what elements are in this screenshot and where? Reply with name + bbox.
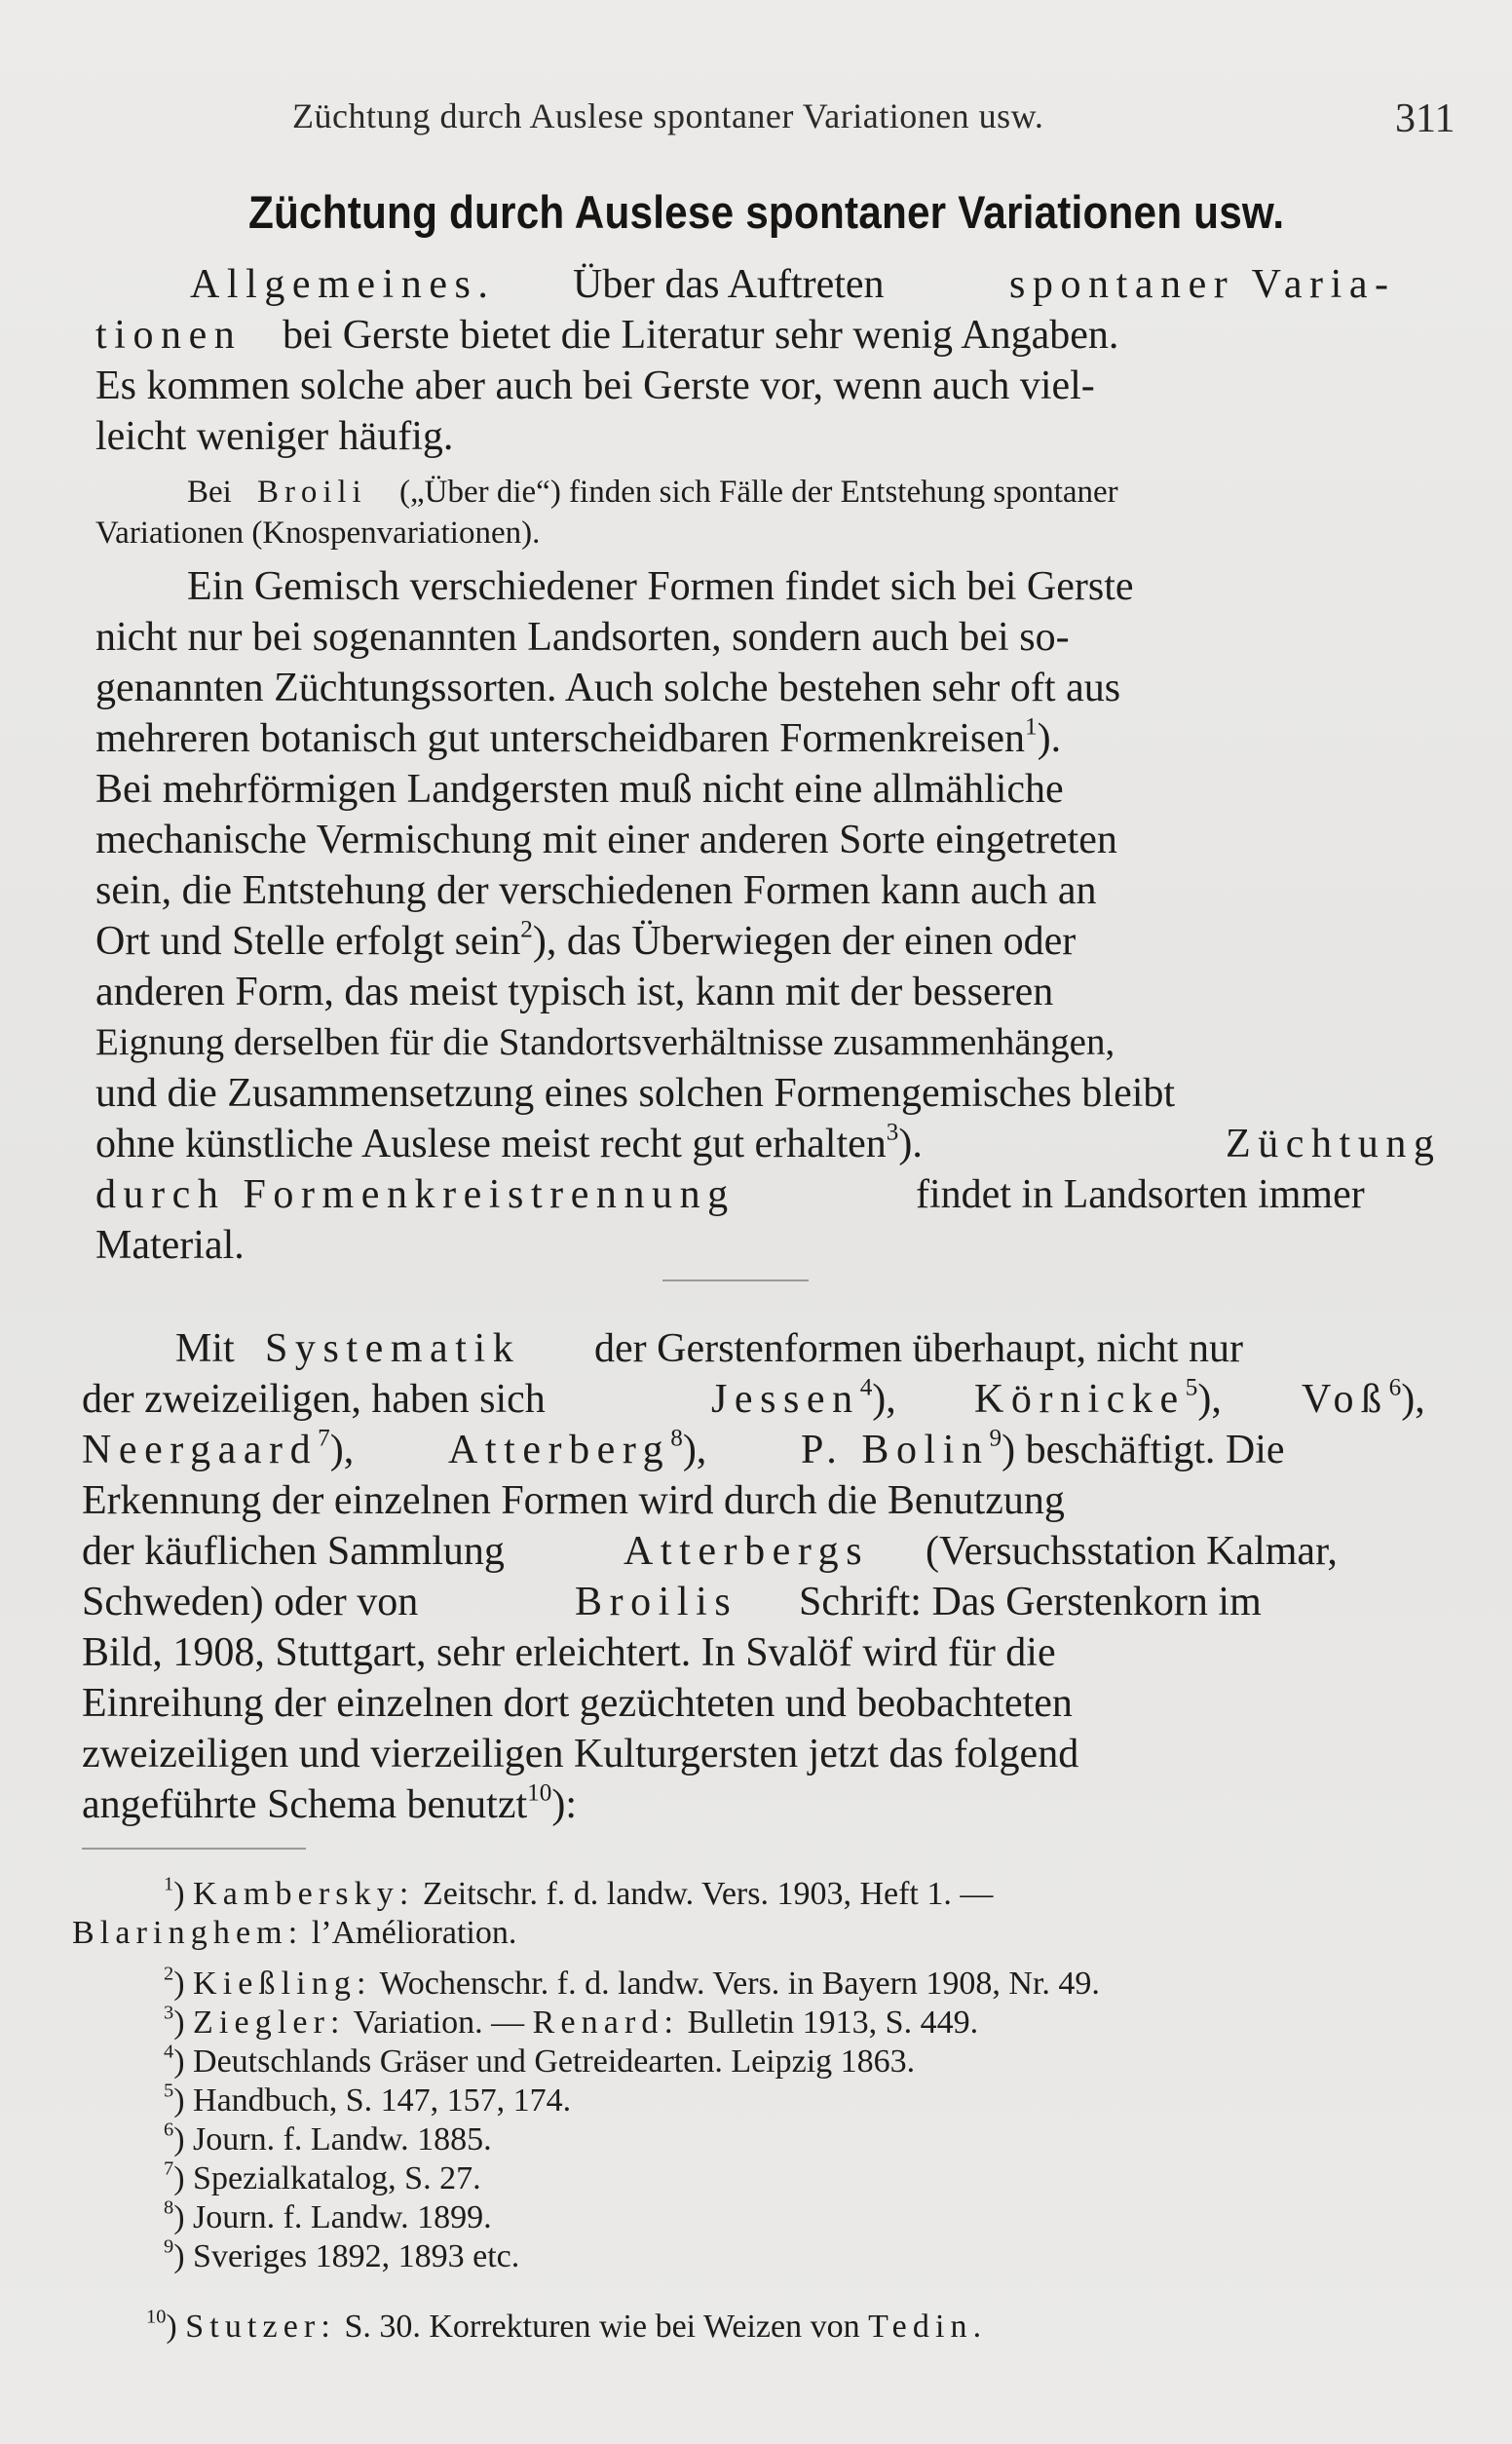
- emphasis-word: durch Formenkreistrennung: [95, 1172, 736, 1217]
- footnote-body: $^4$) Deutschlands Gräser und Getreidearten. Leipzig 1863.: [164, 2041, 916, 2080]
- footnote: [0, 2159, 1512, 2198]
- text-line: [0, 612, 1512, 663]
- text-run: ohne künstliche Auslese meist recht gut erhalten$^3$).: [95, 1119, 923, 1166]
- text-line: [0, 259, 1512, 310]
- footnote-mark: 6: [164, 2119, 174, 2141]
- text-run: Variationen (Knospenvariationen).: [95, 516, 541, 551]
- footnote: [0, 1875, 1512, 1914]
- emphasis-word: tionen: [95, 313, 243, 358]
- text-line: [0, 663, 1512, 713]
- text-run: sein, die Entstehung der verschiedenen Formen kann auch an: [95, 868, 1097, 913]
- text-run: Über das Auftreten: [573, 262, 885, 307]
- footnote-ref[interactable]: 9: [989, 1425, 1002, 1452]
- footnote-body: $^2$) Kießling: Wochenschr. f. d. landw. Vers. in Bayern 1908, Nr. 49.: [164, 1963, 1100, 2002]
- text-line: [0, 513, 1512, 554]
- text-run: Ort und Stelle erfolgt sein$^2$), das Überwiegen der einen oder: [95, 916, 1077, 964]
- footnote: [0, 2120, 1512, 2159]
- text-line: [0, 1169, 1512, 1220]
- footnote-body: $^9$) Sveriges 1892, 1893 etc.: [164, 2235, 520, 2274]
- text-run: der Gerstenformen überhaupt, nicht nur: [594, 1326, 1243, 1371]
- section-divider: [662, 1279, 809, 1281]
- footnote: [0, 1965, 1512, 2004]
- footnote-mark: 3: [164, 2002, 174, 2024]
- author-name: Broilis: [575, 1580, 738, 1624]
- footnote-mark: 8: [164, 2196, 174, 2219]
- emphasis-word: spontaner Varia-: [1009, 262, 1396, 307]
- footnote-divider: [82, 1848, 306, 1850]
- text-run: Es kommen solche aber auch bei Gerste vor, wenn auch viel-: [95, 363, 1095, 408]
- footnote-ref[interactable]: 4: [859, 1374, 873, 1401]
- text-run: anderen Form, das meist typisch ist, kann mit der besseren: [95, 970, 1054, 1014]
- text-run: nicht nur bei sogenannten Landsorten, sondern auch bei so-: [95, 615, 1070, 660]
- footnote-ref[interactable]: 1: [1025, 713, 1038, 741]
- footnote-mark: 2: [164, 1963, 174, 1985]
- footnote-ref[interactable]: 8: [670, 1425, 683, 1452]
- text-run: (Versuchsstation Kalmar,: [926, 1529, 1338, 1574]
- footnote-mark: 9: [164, 2235, 174, 2258]
- footnote-body: $^5$) Handbuch, S. 147, 157, 174.: [164, 2080, 572, 2119]
- author-ref: Körnicke$^5$),: [974, 1374, 1222, 1422]
- text-run: Bei: [187, 475, 232, 510]
- text-line: [0, 916, 1512, 967]
- author-ref: Neergaard$^7$),: [82, 1425, 355, 1472]
- running-head: Züchtung durch Auslese spontaner Variationen usw.: [292, 96, 1044, 135]
- text-run: Einreihung der einzelnen dort gezüchteten und beobachteten: [82, 1681, 1073, 1726]
- text-line: [0, 1475, 1512, 1526]
- footnote-mark: 10: [146, 2306, 167, 2328]
- text-run: („Über die“) finden sich Fälle der Entstehung spontaner: [399, 475, 1118, 510]
- footnote-body: Blaringhem: l’Amélioration.: [72, 1915, 517, 1951]
- footnote-body: $^1$) Kambersky: Zeitschr. f. d. landw. Vers. 1903, Heft 1. —: [164, 1873, 994, 1912]
- text-run: Ein Gemisch verschiedener Formen findet sich bei Gerste: [187, 564, 1134, 609]
- text-line: [0, 1779, 1512, 1830]
- footnote-ref[interactable]: 5: [1185, 1374, 1198, 1401]
- footnote: [0, 2004, 1512, 2043]
- footnote-body: $^{10}$) Stutzer: S. 30. Korrekturen wie bei Weizen von Tedin.: [146, 2306, 988, 2345]
- text-line: [0, 1068, 1512, 1119]
- footnote-mark: 5: [164, 2080, 174, 2102]
- footnote-ref[interactable]: 10: [527, 1779, 552, 1807]
- text-run: zweizeiligen und vierzeiligen Kulturgersten jetzt das folgend: [82, 1732, 1079, 1776]
- footnote-ref[interactable]: 3: [886, 1119, 899, 1146]
- text-run: Mit: [175, 1326, 235, 1371]
- footnote-mark: 4: [164, 2041, 174, 2063]
- emphasis-word: Allgemeines.: [190, 262, 496, 307]
- text-line: [0, 1729, 1512, 1779]
- footnote: [0, 2237, 1512, 2276]
- author-ref: Jessen$^4$),: [711, 1374, 896, 1422]
- text-line: [0, 1678, 1512, 1729]
- text-run: mehreren botanisch gut unterscheidbaren Formenkreisen$^1$).: [95, 713, 1062, 761]
- text-run: Erkennung der einzelnen Formen wird durch die Benutzung: [82, 1478, 1065, 1523]
- footnote-ref[interactable]: 6: [1388, 1374, 1402, 1401]
- text-run: bei Gerste bietet die Literatur sehr wenig Angaben.: [283, 313, 1119, 358]
- text-run: Schweden) oder von: [82, 1580, 419, 1624]
- text-line: [0, 967, 1512, 1017]
- text-run: mechanische Vermischung mit einer anderen Sorte eingetreten: [95, 818, 1117, 862]
- text-run: der zweizeiligen, haben sich: [82, 1377, 546, 1422]
- author-ref: Voß$^6$),: [1302, 1374, 1425, 1422]
- text-line: [0, 865, 1512, 916]
- footnote-body: $^3$) Ziegler: Variation. — Renard: Bulletin 1913, S. 449.: [164, 2002, 979, 2041]
- text-line: [0, 472, 1512, 513]
- text-line: [0, 1627, 1512, 1678]
- text-line: [0, 1425, 1512, 1475]
- page-number: 311: [1395, 96, 1455, 141]
- text-line: [0, 310, 1512, 361]
- text-line: [0, 1577, 1512, 1627]
- text-line: [0, 1374, 1512, 1425]
- emphasis-word: Systematik: [265, 1326, 521, 1371]
- section-title: Züchtung durch Auslese spontaner Variationen usw.: [248, 186, 1285, 238]
- footnote: [0, 2043, 1512, 2081]
- text-line: [0, 764, 1512, 815]
- footnote-body: $^7$) Spezialkatalog, S. 27.: [164, 2158, 481, 2196]
- text-line: [0, 1323, 1512, 1374]
- text-run: genannten Züchtungssorten. Auch solche bestehen sehr oft aus: [95, 666, 1121, 710]
- footnote-body: $^8$) Journ. f. Landw. 1899.: [164, 2196, 492, 2235]
- text-line: [0, 361, 1512, 411]
- footnote: [0, 2308, 1512, 2347]
- text-line: [0, 713, 1512, 764]
- footnote-ref[interactable]: 2: [520, 916, 533, 943]
- footnote: [0, 2198, 1512, 2237]
- emphasis-word: Züchtung: [1226, 1122, 1442, 1166]
- footnote-body: $^6$) Journ. f. Landw. 1885.: [164, 2119, 492, 2158]
- author-ref: P. Bolin$^9$) beschäftigt. Die: [801, 1425, 1285, 1472]
- text-line: [0, 1119, 1512, 1169]
- text-run: angeführte Schema benutzt$^{10}$):: [82, 1779, 577, 1827]
- author-name: Broili: [257, 475, 367, 510]
- text-run: leicht weniger häufig.: [95, 414, 454, 459]
- text-run: Bei mehrförmigen Landgersten muß nicht eine allmähliche: [95, 767, 1064, 812]
- footnote-mark: 1: [164, 1873, 174, 1895]
- footnote-continuation: [0, 1914, 1512, 1953]
- text-line: [0, 1526, 1512, 1577]
- text-line: [0, 561, 1512, 612]
- text-line: [0, 1017, 1512, 1068]
- footnote-ref[interactable]: 7: [318, 1425, 330, 1452]
- footnote-mark: 7: [164, 2158, 174, 2180]
- text-run: Material.: [95, 1223, 245, 1268]
- text-line: [0, 815, 1512, 865]
- author-ref: Atterberg$^8$),: [448, 1425, 707, 1472]
- author-name: Atterbergs: [624, 1529, 870, 1574]
- text-run: der käuflichen Sammlung: [82, 1529, 505, 1574]
- text-run: Schrift: Das Gerstenkorn im: [799, 1580, 1262, 1624]
- text-line: [0, 1220, 1512, 1271]
- text-run: Bild, 1908, Stuttgart, sehr erleichtert. In Svalöf wird für die: [82, 1630, 1056, 1675]
- text-run: und die Zusammensetzung eines solchen Formengemisches bleibt: [95, 1071, 1176, 1116]
- text-run: findet in Landsorten immer: [916, 1172, 1365, 1217]
- text-line: [0, 411, 1512, 462]
- footnote: [0, 2081, 1512, 2120]
- text-run: Eignung derselben für die Standortsverhältnisse zusammenhängen,: [95, 1021, 1115, 1063]
